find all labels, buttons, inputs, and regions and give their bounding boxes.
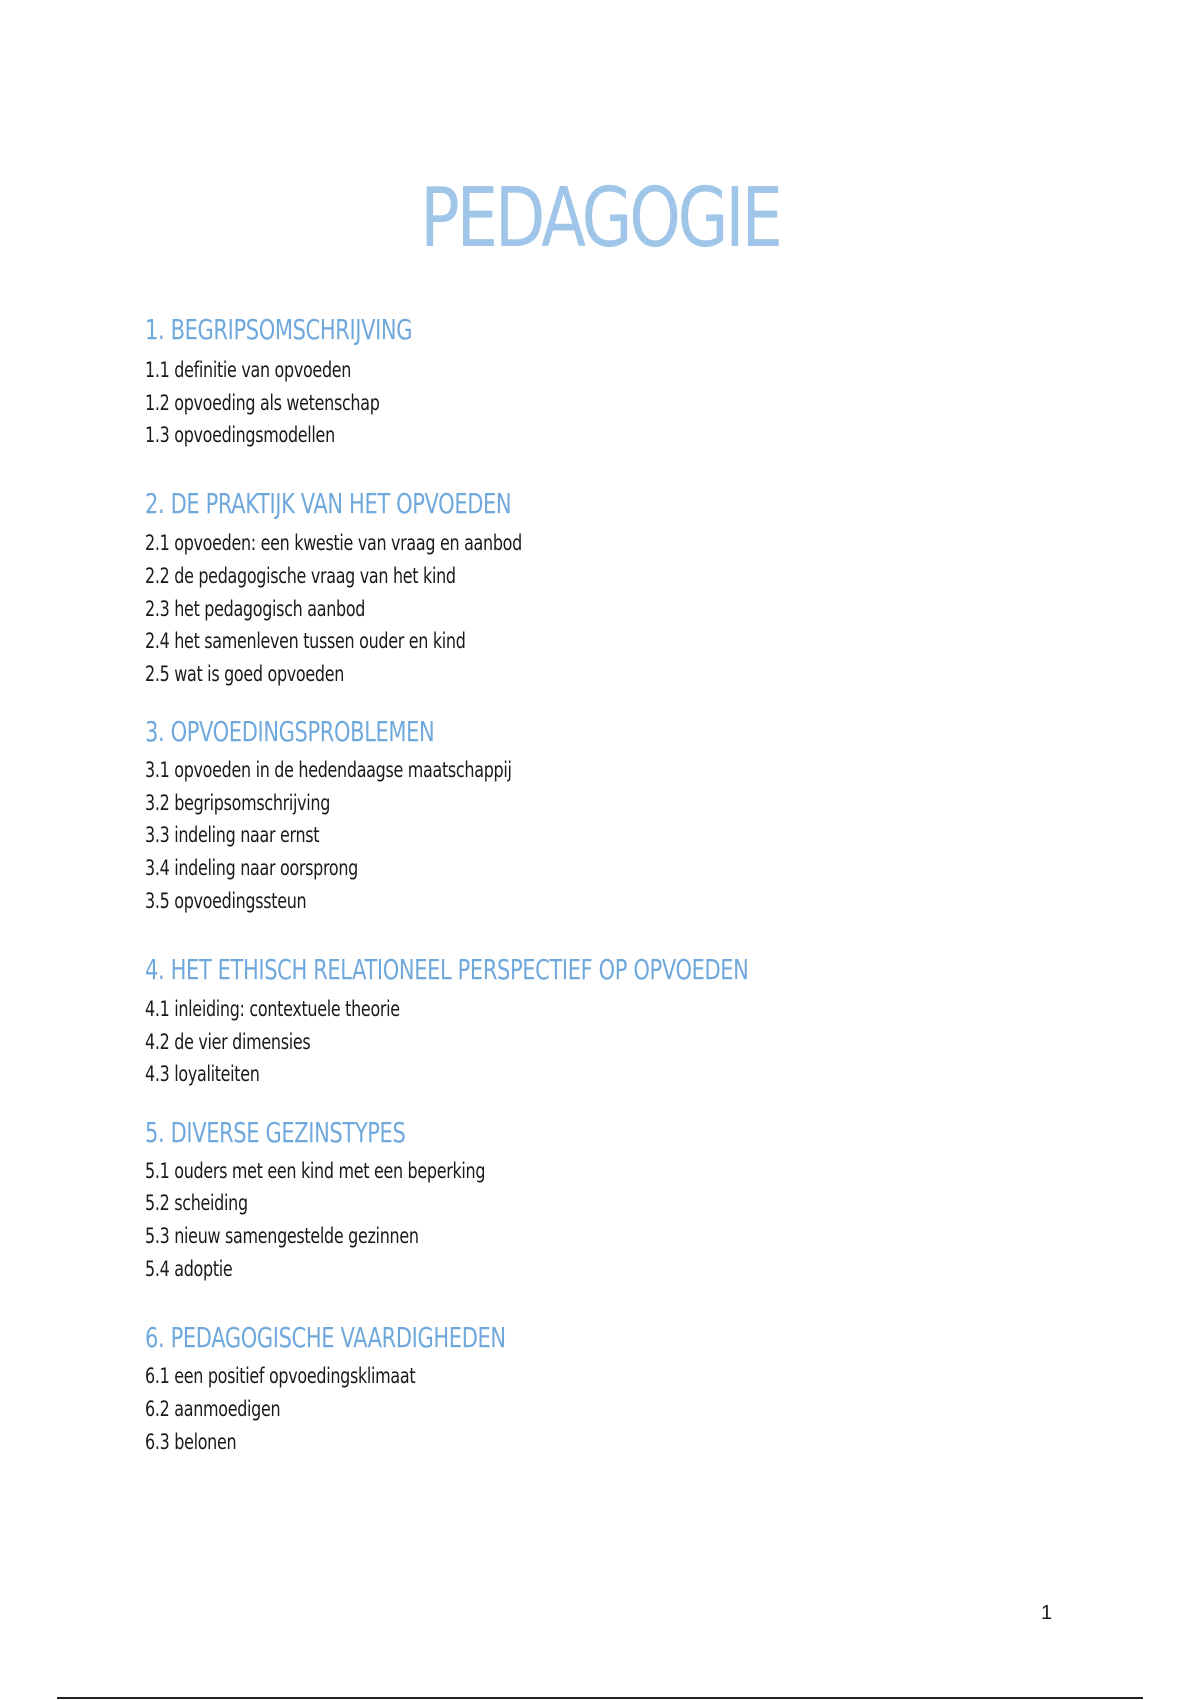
section-3-item-3: 3.3 indeling naar ernst (145, 823, 320, 847)
section-3-item-5: 3.5 opvoedingssteun (145, 889, 307, 913)
page-number: 1 (1041, 1602, 1053, 1624)
section-heading-2: 2. DE PRAKTIJK VAN HET OPVOEDEN (145, 487, 512, 520)
section-2-item-1: 2.1 opvoeden: een kwestie van vraag en aanbod (145, 531, 522, 555)
section-heading-6: 6. PEDAGOGISCHE VAARDIGHEDEN (145, 1321, 506, 1354)
section-6-item-2: 6.2 aanmoedigen (145, 1397, 281, 1421)
section-3-item-4: 3.4 indeling naar oorsprong (145, 856, 359, 880)
document-title: PEDAGOGIE (420, 171, 780, 266)
section-6-item-3: 6.3 belonen (145, 1430, 237, 1454)
section-heading-1: 1. BEGRIPSOMSCHRIJVING (145, 313, 413, 346)
section-4-item-3: 4.3 loyaliteiten (145, 1062, 260, 1086)
section-5-item-3: 5.3 nieuw samengestelde gezinnen (145, 1224, 419, 1248)
section-2-item-2: 2.2 de pedagogische vraag van het kind (145, 564, 456, 588)
section-4-item-1: 4.1 inleiding: contextuele theorie (145, 997, 400, 1021)
section-2-item-3: 2.3 het pedagogisch aanbod (145, 597, 366, 621)
section-6-item-1: 6.1 een positief opvoedingsklimaat (145, 1364, 416, 1388)
section-heading-5: 5. DIVERSE GEZINSTYPES (145, 1116, 406, 1149)
section-5-item-4: 5.4 adoptie (145, 1257, 233, 1281)
section-5-item-1: 5.1 ouders met een kind met een beperking (145, 1159, 486, 1183)
section-3-item-2: 3.2 begripsomschrijving (145, 791, 331, 815)
section-1-item-3: 1.3 opvoedingsmodellen (145, 423, 335, 447)
footer-divider (57, 1697, 1143, 1699)
section-heading-4: 4. HET ETHISCH RELATIONEEL PERSPECTIEF OP OPVOEDEN (145, 953, 749, 986)
section-2-item-5: 2.5 wat is goed opvoeden (145, 662, 345, 686)
section-4-item-2: 4.2 de vier dimensies (145, 1030, 311, 1054)
section-1-item-1: 1.1 definitie van opvoeden (145, 358, 352, 382)
section-2-item-4: 2.4 het samenleven tussen ouder en kind (145, 629, 466, 653)
section-1-item-2: 1.2 opvoeding als wetenschap (145, 391, 380, 415)
section-heading-3: 3. OPVOEDINGSPROBLEMEN (145, 715, 435, 748)
section-3-item-1: 3.1 opvoeden in de hedendaagse maatschappij (145, 758, 512, 782)
section-5-item-2: 5.2 scheiding (145, 1191, 248, 1215)
